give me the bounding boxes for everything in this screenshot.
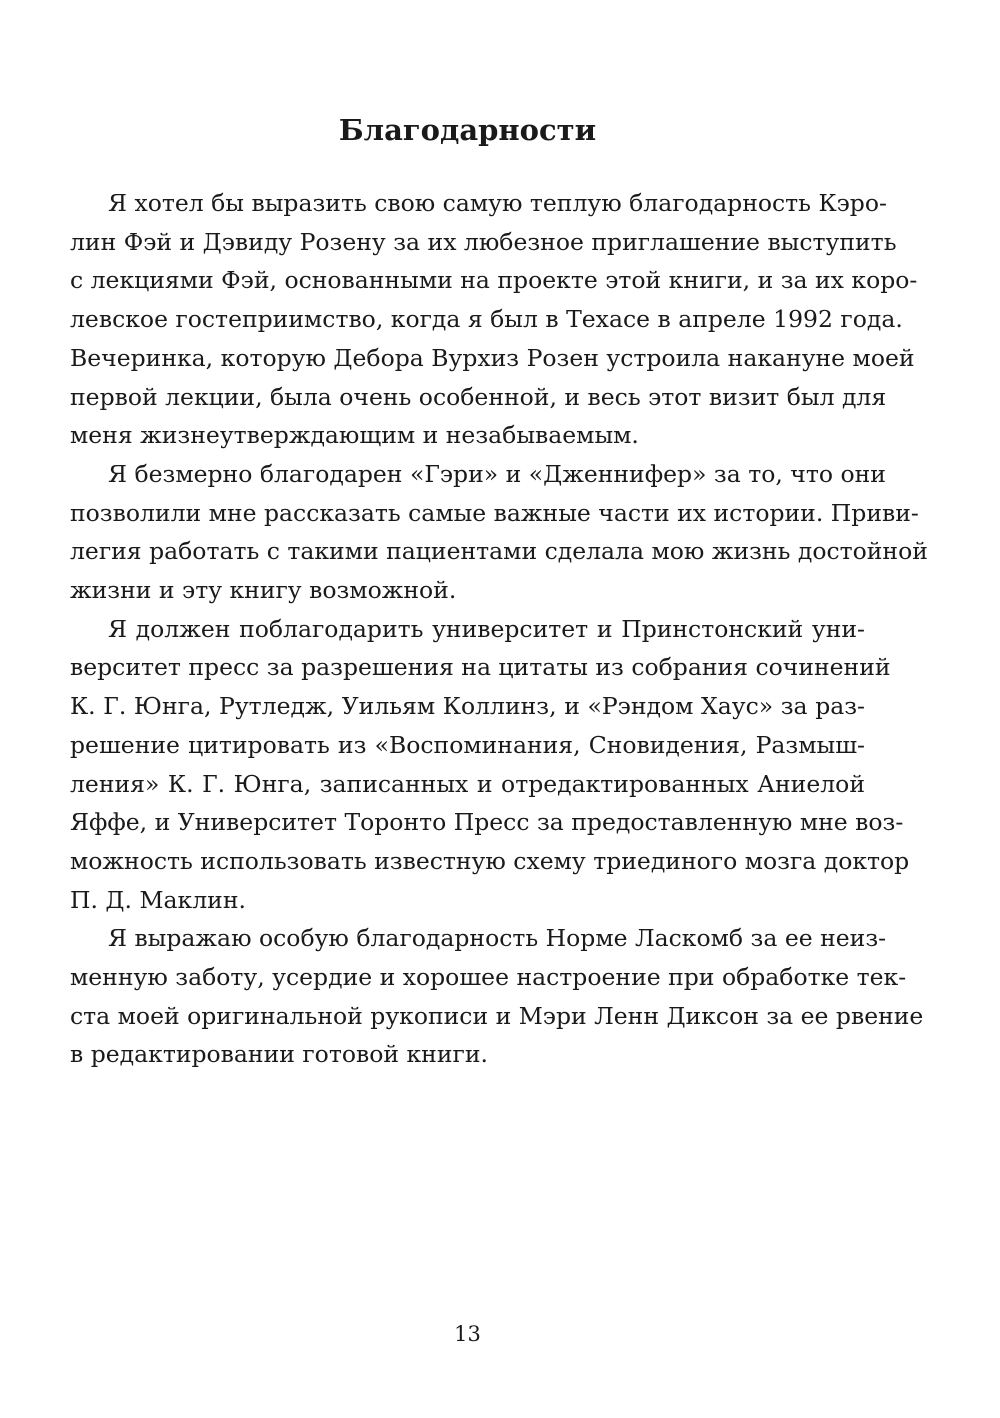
page-number: 13 bbox=[454, 1322, 481, 1346]
text-line: решение цитировать из «Воспоминания, Сновидения, Размыш- bbox=[70, 730, 865, 759]
text-line: меня жизнеутверждающим и незабываемым. bbox=[70, 421, 639, 450]
text-line: ста моей оригинальной рукописи и Мэри Ленн Диксон за ее рвение bbox=[70, 1001, 924, 1030]
text-line: левское гостеприимство, когда я был в Техасе в апреле 1992 года. bbox=[70, 305, 903, 334]
page-title: Благодарности bbox=[338, 113, 597, 147]
text-line: можность использовать известную схему триединого мозга доктор bbox=[70, 846, 910, 875]
text-line: легия работать с такими пациентами сделала мою жизнь достойной bbox=[70, 537, 928, 566]
paragraph-2 bbox=[70, 455, 928, 610]
book-page bbox=[70, 0, 928, 1418]
acknowledgements-body bbox=[70, 184, 928, 1074]
paragraph-4 bbox=[70, 919, 924, 1074]
paragraph-3 bbox=[70, 610, 910, 920]
text-line: лин Фэй и Дэвиду Розену за их любезное приглашение выступить bbox=[70, 227, 897, 256]
text-line: К. Г. Юнга, Рутледж, Уильям Коллинз, и «Рэндом Хаус» за раз- bbox=[70, 692, 865, 721]
text-line: Я должен поблагодарить университет и Принстонский уни- bbox=[108, 614, 865, 643]
text-line: верситет пресс за разрешения на цитаты из собрания сочинений bbox=[70, 653, 891, 682]
text-line: П. Д. Маклин. bbox=[70, 885, 246, 914]
text-line: ления» К. Г. Юнга, записанных и отредактированных Аниелой bbox=[70, 769, 865, 798]
text-line: Яффе, и Университет Торонто Пресс за предоставленную мне воз- bbox=[70, 808, 904, 837]
text-line: Я выражаю особую благодарность Норме Ласкомб за ее неиз- bbox=[108, 924, 887, 953]
text-line: с лекциями Фэй, основанными на проекте этой книги, и за их коро- bbox=[70, 266, 918, 295]
text-line: в редактировании готовой книги. bbox=[70, 1040, 488, 1069]
text-line: позволили мне рассказать самые важные части их истории. Приви- bbox=[70, 498, 919, 527]
text-line: Я безмерно благодарен «Гэри» и «Дженнифер» за то, что они bbox=[108, 459, 886, 488]
text-line: первой лекции, была очень особенной, и весь этот визит был для bbox=[70, 382, 887, 411]
text-line: менную заботу, усердие и хорошее настроение при обработке тек- bbox=[70, 963, 907, 992]
text-line: Вечеринка, которую Дебора Вурхиз Розен устроила накануне моей bbox=[70, 343, 915, 372]
paragraph-1 bbox=[70, 184, 918, 455]
text-line: жизни и эту книгу возможной. bbox=[70, 576, 457, 605]
text-line: Я хотел бы выразить свою самую теплую благодарность Кэро- bbox=[108, 189, 887, 217]
